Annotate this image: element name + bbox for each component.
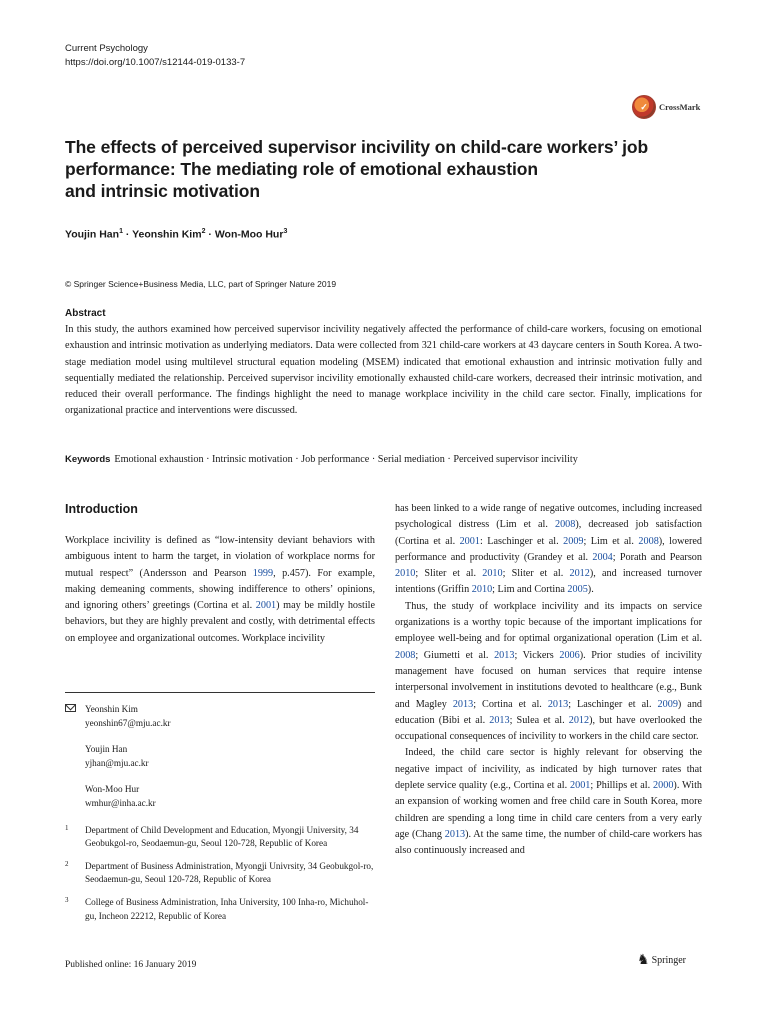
body-text: ) and education (Bibi et al. [395,698,703,726]
author-separator: · [122,228,133,241]
title-line: and intrinsic motivation [65,181,260,201]
affiliation-entry [65,896,375,923]
left-column [65,533,375,647]
body-text: ; Porath and Pearson [612,551,702,563]
body-text: ) may be mildly hostile behaviors, but they are highly prevalent and costly, with detrimental effects on employee and organizational outcomes. Workplace incivility [65,600,375,644]
citation-link[interactable]: 2001 [459,535,480,547]
body-text: ), lowered performance and productivity (Grandey et al. [395,535,702,563]
citation-link[interactable]: 2006 [559,649,580,661]
correspondence-block [65,703,375,932]
citation-link[interactable]: 2000 [653,780,674,792]
body-text: Thus, the study of workplace incivility and its impacts on service organizations is a worthy topic because of the important implications for employee well-being and for optimal organizational operation (Lim et al. [395,600,702,645]
journal-name: Current Psychology [65,43,148,54]
crossmark-label: CrossMark [659,102,701,112]
author-separator: · [205,228,215,241]
contact-email[interactable]: wmhur@inha.ac.kr [85,797,156,808]
springer-horse-icon: ♞ [637,953,650,968]
body-text: ; Cortina et al. [473,698,548,710]
body-text: ; Sliter et al. [502,568,570,580]
affiliation-text: Department of Child Development and Education, Myongji University, 34 Geobukgol-ro, Seodaemun-gu, Seoul 120-728, Republic of Korea [85,824,359,849]
citation-link[interactable]: 2010 [395,568,416,580]
citation-link[interactable]: 2010 [482,568,503,580]
affiliation-text: Department of Business Administration, Myongji Univrsity, 34 Geobukgol-ro, Seodaemun-gu, Seoul 120-728, Republic of Korea [85,860,374,885]
doi-link[interactable]: https://doi.org/10.1007/s12144-019-0133-7 [65,57,246,68]
contact-name: Youjin Han [85,744,128,755]
title-line: performance: The mediating role of emotional exhaustion [65,159,538,179]
body-text: ; Lim et al. [583,535,639,547]
copyright-notice: © Springer Science+Business Media, LLC, part of Springer Nature 2019 [65,279,337,289]
author-name[interactable]: Won-Moo Hur [214,228,284,241]
citation-link[interactable]: 2009 [657,698,678,710]
citation-link[interactable]: 2013 [547,698,569,710]
author-affiliation-number: 2 [201,228,206,235]
section-heading-introduction: Introduction [65,502,138,516]
affiliation-number: 2 [65,859,69,868]
body-text: ; Sulea et al. [509,714,569,726]
body-text: ). With an expansion of working women and free child care in South Korea, more children are spending a long time in child care centers from a very early age (Chang [395,780,702,840]
affiliation-entry [65,824,375,851]
affiliation-number: 3 [65,895,69,904]
title-line: The effects of perceived supervisor incivility on child-care workers’ job [65,137,649,157]
abstract-heading: Abstract [65,308,106,319]
citation-link[interactable]: 2001 [255,600,277,612]
keywords-line [65,454,578,465]
keywords-heading: Keywords [65,454,111,465]
citation-link[interactable]: 2012 [568,714,590,726]
keywords-text: Emotional exhaustion · Intrinsic motivation · Job performance · Serial mediation · Perceived supervisor incivility [114,454,578,465]
paragraph [65,533,375,647]
body-text: ), but have overlooked the occupational consequences of incivility to workers in the child care sector. [395,714,702,743]
citation-link[interactable]: 2013 [489,714,510,726]
citation-link[interactable]: 2008 [554,519,576,531]
body-text: : Laschinger et al. [479,535,564,547]
citation-link[interactable]: 2005 [567,584,588,596]
affiliation-text: College of Business Administration, Inha University, 100 Inha-ro, Michuhol-gu, Incheon 22212, Republic of Korea [85,896,369,921]
body-text: ; Phillips et al. [590,780,654,792]
contact-entry [85,703,375,730]
affiliation-number: 1 [65,823,69,832]
citation-link[interactable]: 2013 [494,649,515,661]
contact-email[interactable]: yjhan@mju.ac.kr [85,757,149,768]
citation-link[interactable]: 2008 [638,535,659,547]
body-text: Indeed, the child care sector is highly relevant for observing the negative impact of incivility, as indicated by high turnover rates that deplete service quality (e.g., Cortina et al. [395,747,702,792]
body-text: ). [587,584,594,596]
citation-link[interactable]: 2013 [452,698,474,710]
affiliation-entry [65,860,375,887]
abstract-text: In this study, the authors examined how perceived supervisor incivility negatively affected the performance of child-care workers, focusing on emotional exhaustion and intrinsic motivation as underlying mediators. Data were collected from 321 child-care workers at 43 daycare centers in South Korea. A two-stage mediation model using multilevel structural equation modeling (MSEM) indicated that emotional exhaustion and intrinsic motivation fully and sequentially mediated the relationship. Perceived supervisor incivility emotionally exhausted child-care workers, decreased their intrinsic motivation, and reduced their overall performance. The findings highlight the need to manage workplace incivility in the child care sector. Finally, implications for organizational practice and interventions were discussed. [65,324,702,417]
body-text: ). At the same time, the number of child-care workers has also continuously increased and [395,828,702,857]
contact-name: Yeonshin Kim [85,704,138,714]
citation-link[interactable]: 2004 [592,551,613,563]
body-text: ; Giumetti et al. [415,649,495,661]
contact-entry [85,743,375,770]
author-list [65,228,287,241]
body-text: has been linked to a wide range of negative outcomes, including increased psychological distress (Lim et al. [395,503,702,531]
crossmark-icon: ✓ [632,95,656,119]
citation-link[interactable]: 2009 [563,535,584,547]
footnote-divider [65,692,375,693]
body-text: ; Vickers [514,649,560,661]
author-affiliation-number: 1 [119,228,123,235]
citation-link[interactable]: 1999 [252,567,274,579]
right-column [395,501,702,860]
contact-name: Won-Moo Hur [85,784,140,795]
envelope-icon [65,704,76,712]
citation-link[interactable]: 2008 [395,649,416,661]
body-text: Workplace incivility is defined as “low-intensity deviant behaviors with ambiguous intent to harm the target, in violation of workplace norms for mutual respect” (Andersson and Pearson [65,535,375,579]
article-title [65,136,685,202]
published-date: Published online: 16 January 2019 [65,960,197,970]
body-text: ), and increased turnover intentions (Griffin [395,568,702,596]
crossmark-badge[interactable] [632,94,704,120]
body-text: ), decreased job satisfaction (Cortina et al. [395,519,702,547]
publisher-name: Springer [651,955,687,966]
contact-email[interactable]: yeonshin67@mju.ac.kr [85,717,171,728]
paragraph [395,745,702,859]
body-text: ; Laschinger et al. [568,698,658,710]
paragraph [395,501,702,599]
paragraph [395,599,702,746]
body-text: ; Lim and Cortina [492,584,568,596]
journal-header [65,42,245,70]
citation-link[interactable]: 2013 [444,828,466,840]
publisher-logo [637,952,686,969]
author-name[interactable]: Youjin Han [65,228,120,241]
contact-entry [85,783,375,810]
body-text: ). Prior studies of incivility management have focused on human services that require intense interpersonal involvement in institutions devoted to healthcare (e.g., Bunk and Magley [395,649,702,710]
body-text: ; Sliter et al. [415,568,483,580]
body-text: , p.457). For example, making demeaning comments, showing indifference to others’ opinions, and ignoring others’ greetings (Cortina et al. [65,567,376,612]
citation-link[interactable]: 2010 [471,584,493,596]
author-affiliation-number: 3 [283,228,288,235]
author-name[interactable]: Yeonshin Kim [132,228,202,241]
citation-link[interactable]: 2012 [569,568,590,580]
citation-link[interactable]: 2001 [570,780,591,792]
